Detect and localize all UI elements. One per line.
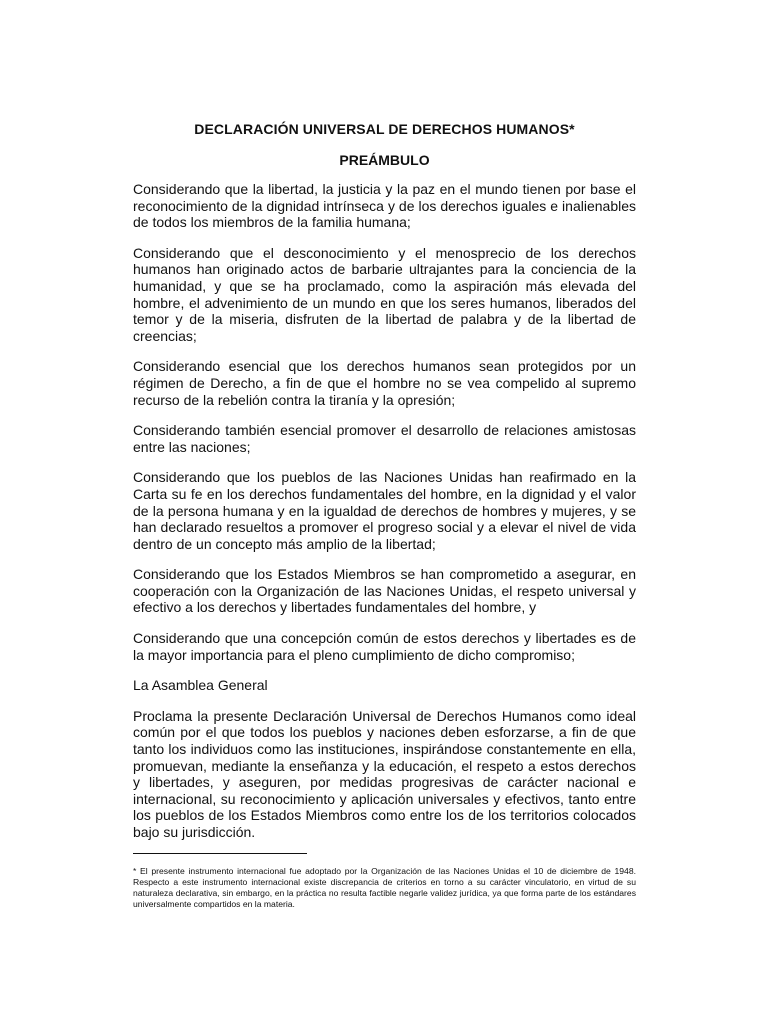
- footnote: * El presente instrumento internacional fue adoptado por la Organización de las Naciones Unidas el 10 de diciembre de 1948. Respecto a este instrumento internacional existe discrepancia de criterios en torno a su carácter vinculatorio, en virtud de su naturaleza declarativa, sin embargo, en la práctica no resulta factible negarle validez jurídica, ya que forma parte de los estándares universalmente compartidos en la materia.: [133, 865, 636, 909]
- document-title: DECLARACIÓN UNIVERSAL DE DERECHOS HUMANOS*: [194, 121, 575, 137]
- paragraph-1: Considerando que la libertad, la justicia y la paz en el mundo tienen por base el reconocimiento de la dignidad intrínseca y de los derechos iguales e inalienables de todos los miembros de la familia humana;: [133, 181, 636, 231]
- paragraph-6: Considerando que los Estados Miembros se han comprometido a asegurar, en cooperación con la Organización de las Naciones Unidas, el respeto universal y efectivo a los derechos y libertades fundamentales del hombre, y: [133, 566, 636, 616]
- paragraph-4: Considerando también esencial promover el desarrollo de relaciones amistosas entre las naciones;: [133, 422, 636, 455]
- paragraph-8: La Asamblea General: [133, 677, 268, 694]
- paragraph-3: Considerando esencial que los derechos humanos sean protegidos por un régimen de Derecho, a fin de que el hombre no se vea compelido al supremo recurso de la rebelión contra la tiranía y la opresión;: [133, 358, 636, 408]
- paragraph-9: Proclama la presente Declaración Universal de Derechos Humanos como ideal común por el que todos los pueblos y naciones deben esforzarse, a fin de que tanto los individuos como las instituciones, inspirándose constantemente en ella, promuevan, mediante la enseñanza y la educación, el respeto a estos derechos y libertades, y aseguren, por medidas progresivas de carácter nacional e internacional, su reconocimiento y aplicación universales y efectivos, tanto entre los pueblos de los Estados Miembros como entre los de los territorios colocados bajo su jurisdicción.: [133, 707, 636, 840]
- document-body: [133, 120, 636, 855]
- paragraph-5: Considerando que los pueblos de las Naciones Unidas han reafirmado en la Carta su fe en los derechos fundamentales del hombre, en la dignidad y el valor de la persona humana y en la igualdad de derechos de hombres y mujeres, y se han declarado resueltos a promover el progreso social y a elevar el nivel de vida dentro de un concepto más amplio de la libertad;: [133, 469, 636, 552]
- paragraph-2: Considerando que el desconocimiento y el menosprecio de los derechos humanos han originado actos de barbarie ultrajantes para la conciencia de la humanidad, y que se ha proclamado, como la aspiración más elevada del hombre, el advenimiento de un mundo en que los seres humanos, liberados del temor y de la miseria, disfruten de la libertad de palabra y de la libertad de creencias;: [133, 244, 636, 344]
- section-heading-preambulo: PREÁMBULO: [339, 152, 430, 168]
- footnote-divider: [133, 853, 307, 854]
- paragraph-7: Considerando que una concepción común de estos derechos y libertades es de la mayor importancia para el pleno cumplimiento de dicho compromiso;: [133, 630, 636, 663]
